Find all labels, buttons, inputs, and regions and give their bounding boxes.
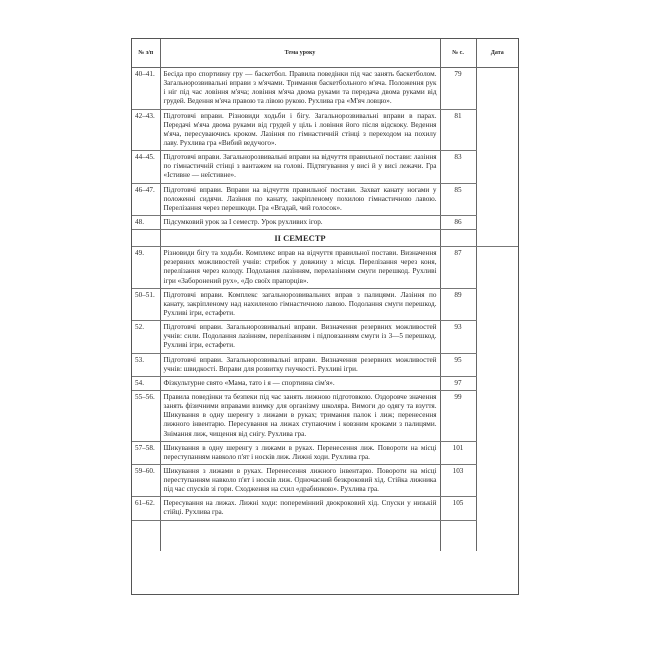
lesson-page: 89 [440, 288, 476, 320]
table-row [132, 151, 518, 183]
lesson-number: 48. [132, 215, 160, 229]
lesson-number: 52. [132, 321, 160, 353]
section-num-cell [132, 230, 160, 247]
table-row [132, 183, 518, 215]
lesson-date [476, 376, 518, 390]
lesson-page: 85 [440, 183, 476, 215]
lesson-number: 42–43. [132, 109, 160, 151]
lesson-date [476, 247, 518, 289]
lesson-plan-table [132, 39, 518, 551]
lesson-number: 44–45. [132, 151, 160, 183]
lesson-page: 79 [440, 68, 476, 110]
lesson-number: 57–58. [132, 441, 160, 464]
lesson-number: 50–51. [132, 288, 160, 320]
lesson-number: 53. [132, 353, 160, 376]
lesson-number: 59–60. [132, 464, 160, 496]
header-date: Дата [476, 39, 518, 68]
lesson-topic: Підготовчі вправи. Загальнорозвивальні вправи. Визначення резервних можливостей учнів: сили. Подолання лазінням, перелізанням і підповзанням смуги із 3—5 перешкод. Рухливі ігри, естафети. [160, 321, 440, 353]
lesson-date [476, 151, 518, 183]
lesson-date [476, 183, 518, 215]
lesson-number: 40–41. [132, 68, 160, 110]
lesson-page: 93 [440, 321, 476, 353]
lesson-topic: Правила поведінки та безпеки під час занять лижною підготовкою. Оздоровче значення занять фізичними вправами взимку для організму школяра. Вимоги до одягу та взуття. Шикування в одну шеренгу з лижами в руках; тримання палок і лиж; перенесення лижного інвентарю. Пересування на лижах ступаючим і ковзним кроками з палицями. Знімання лиж, чищення від снігу. Рухлива гра. [160, 390, 440, 441]
lesson-number: 54. [132, 376, 160, 390]
lesson-date [476, 497, 518, 520]
filler-row [132, 520, 518, 551]
lesson-date [476, 390, 518, 441]
lesson-date [476, 353, 518, 376]
section-page-cell [440, 230, 476, 247]
lesson-date [476, 288, 518, 320]
table-row [132, 68, 518, 110]
lesson-date [476, 321, 518, 353]
lesson-date [476, 109, 518, 151]
lesson-page: 97 [440, 376, 476, 390]
table-row [132, 353, 518, 376]
table-row [132, 247, 518, 289]
lesson-topic: Бесіда про спортивну гру — баскетбол. Правила поведінки під час занять баскетболом. Загальнорозвивальні вправи з м'ячами. Тримання баскетбольного м'яча. Положення рук і ніг під час ловіння м'яча; ловіння м'яча двома руками та передача двома руками від грудей. Ведення м'яча правою та лівою рукою. Рухлива гра «М'яч ловцю». [160, 68, 440, 110]
lesson-topic: Фізкультурне свято «Мама, тато і я — спортивна сім'я». [160, 376, 440, 390]
lesson-page: 101 [440, 441, 476, 464]
section-row [132, 230, 518, 247]
table-row [132, 464, 518, 496]
lesson-page: 95 [440, 353, 476, 376]
lesson-plan-page [131, 38, 519, 595]
section-date-cell [476, 230, 518, 247]
lesson-page: 99 [440, 390, 476, 441]
lesson-topic: Підготовчі вправи. Вправи на відчуття правильної постави. Захват канату ногами у положенні сидячи. Лазіння по канату, закріпленому похилою гімнастичною лавою. Перелізання через перешкоди. Гра «Вгадай, чий голосок». [160, 183, 440, 215]
table-row [132, 497, 518, 520]
lesson-topic: Шикування з лижами в руках. Перенесення лижного інвентарю. Повороти на місці переступанням навколо п'ят і носків лиж. Одночасний безкроковий хід. Стійка лижника під час спусків зі гори. Сходження на схил «драбинкою». Рухлива гра. [160, 464, 440, 496]
table-row [132, 109, 518, 151]
table-row [132, 390, 518, 441]
table-row [132, 441, 518, 464]
lesson-topic: Шикування в одну шеренгу з лижами в руках. Перенесення лиж. Повороти на місці переступанням навколо п'ят і носків лиж. Лижні ходи. Рухлива гра. [160, 441, 440, 464]
lesson-topic: Підготовчі вправи. Комплекс загальнорозвивальних вправ з палицями. Лазіння по канату, закріпленому над нахиленою гімнастичною лавою. Подолання смуги перешкод. Рухливі ігри, естафети. [160, 288, 440, 320]
lesson-number: 46–47. [132, 183, 160, 215]
lesson-topic: Підготовчі вправи. Загальнорозвивальні вправи на відчуття правильної постави: лазіння по гімнастичній стінці з вантажем на голові. Підтягування у висі й у висі лежачи. Гра «Істивне — неїстивне». [160, 151, 440, 183]
lesson-topic: Підготовчі вправи. Різновиди ходьби і бігу. Загальнорозвивальні вправи в парах. Передачі м'яча двома руками від грудей у ціль і ловіння його після відскоку. Ведення м'яча, пересуваючись кроком. Лазіння по гімнастичній стінці з переходом на похилу лаву. Рухлива гра «Вибий ведучого». [160, 109, 440, 151]
lesson-number: 49. [132, 247, 160, 289]
lesson-date [476, 68, 518, 110]
lesson-date [476, 464, 518, 496]
table-header-row [132, 39, 518, 68]
lesson-page: 81 [440, 109, 476, 151]
header-topic: Тема уроку [160, 39, 440, 68]
header-page: № с. [440, 39, 476, 68]
lesson-date [476, 441, 518, 464]
lesson-topic: Пересування на лижах. Лижні ходи: поперемінний двокроковий хід. Спуски у низькій стійці. Рухлива гра. [160, 497, 440, 520]
lesson-topic: Підсумковий урок за I семестр. Урок рухливих ігор. [160, 215, 440, 229]
lesson-topic: Підготовчі вправи. Загальнорозвивальні вправи. Визначення резервних можливостей учнів: швидкості. Вправи для розвитку гнучкості. Рухливі ігри. [160, 353, 440, 376]
lesson-page: 83 [440, 151, 476, 183]
table-row [132, 215, 518, 229]
lesson-page: 103 [440, 464, 476, 496]
header-num: № з/п [132, 39, 160, 68]
lesson-number: 61–62. [132, 497, 160, 520]
lesson-page: 87 [440, 247, 476, 289]
lesson-page: 86 [440, 215, 476, 229]
section-title: II СЕМЕСТР [160, 230, 440, 247]
table-row [132, 376, 518, 390]
table-row [132, 321, 518, 353]
lesson-date [476, 215, 518, 229]
table-row [132, 288, 518, 320]
lesson-page: 105 [440, 497, 476, 520]
lesson-number: 55–56. [132, 390, 160, 441]
lesson-topic: Різновиди бігу та ходьби. Комплекс вправ на відчуття правильної постави. Визначення резервних можливостей учнів: стрибок у довжину з місця. Перелізання через коня, перелізання через колоду. Подолання лазінням, перелазінням смуги перешкод. Рухливі ігри «Заборонений рух», «До своїх прапорців». [160, 247, 440, 289]
